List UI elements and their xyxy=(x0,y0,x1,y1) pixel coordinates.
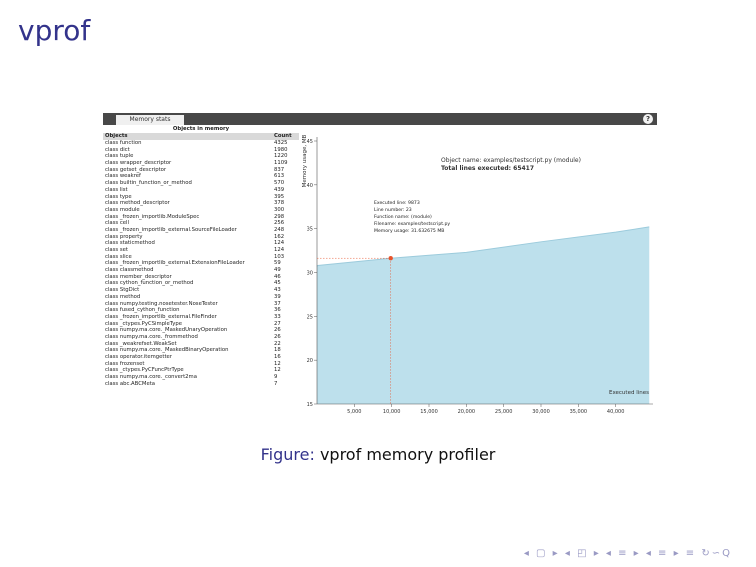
point-tooltip xyxy=(374,200,450,234)
x-tick-label: 5,000 xyxy=(347,409,362,415)
info-object-name: Object name: examples/testscript.py (module) xyxy=(441,157,581,164)
table-row xyxy=(103,334,299,341)
caption-label: Figure: xyxy=(260,445,315,464)
object-class-name: class member_descriptor xyxy=(105,273,172,280)
table-row xyxy=(103,314,299,321)
object-count: 45 xyxy=(274,280,281,287)
object-count: 256 xyxy=(274,220,285,227)
object-count: 570 xyxy=(274,180,285,187)
object-class-name: class fused_cython_function xyxy=(105,307,180,314)
tooltip-memory-usage: Memory usage: 31.632675 MB xyxy=(374,229,445,234)
object-count: 124 xyxy=(274,240,285,247)
objects-table xyxy=(103,125,299,418)
x-tick-label: 25,000 xyxy=(494,409,513,415)
x-tick-label: 35,000 xyxy=(569,409,588,415)
object-count: 33 xyxy=(274,313,281,320)
table-row xyxy=(103,294,299,301)
object-count: 46 xyxy=(274,273,281,280)
table-row xyxy=(103,147,299,154)
object-class-name: class numpy.ma.core._convert2ma xyxy=(105,374,197,381)
object-class-name: class getset_descriptor xyxy=(105,166,167,173)
object-count: 378 xyxy=(274,200,285,207)
table-row xyxy=(103,367,299,374)
object-class-name: class weakref xyxy=(105,173,141,180)
object-class-name: class module xyxy=(105,206,140,213)
object-class-name: class cell xyxy=(105,220,129,227)
object-class-name: class classmethod xyxy=(105,267,154,274)
object-class-name: class abc.ABCMeta xyxy=(105,380,156,387)
tooltip-line-number: Line number: 23 xyxy=(374,208,412,213)
object-class-name: class list xyxy=(105,186,128,193)
object-count: 7 xyxy=(274,380,278,387)
table-row xyxy=(103,167,299,174)
table-row xyxy=(103,354,299,361)
object-count: 613 xyxy=(274,173,285,180)
tooltip-function-name: Function name: (module) xyxy=(374,215,432,220)
y-tick-label: 35 xyxy=(306,226,313,233)
table-header xyxy=(103,133,299,140)
object-class-name: class StgDict xyxy=(105,287,140,294)
object-class-name: class numpy.testing.nosetester.NoseTester xyxy=(105,300,218,307)
object-class-name: class property xyxy=(105,233,143,240)
table-row xyxy=(103,140,299,147)
x-tick-label: 40,000 xyxy=(606,409,625,415)
object-count: 36 xyxy=(274,307,281,314)
object-class-name: class _ctypes.PyCFuncPtrType xyxy=(105,367,184,374)
object-count: 439 xyxy=(274,186,285,193)
caption-text: vprof memory profiler xyxy=(319,445,496,464)
object-class-name: class method xyxy=(105,293,141,300)
object-count: 12 xyxy=(274,360,281,367)
y-tick-label: 25 xyxy=(306,314,313,321)
x-tick-label: 10,000 xyxy=(382,409,401,415)
object-count: 22 xyxy=(274,340,281,347)
object-count: 1980 xyxy=(274,146,288,153)
object-count: 248 xyxy=(274,226,285,233)
table-row xyxy=(103,180,299,187)
object-count: 12 xyxy=(274,367,281,374)
object-count: 26 xyxy=(274,333,281,340)
y-axis-label: Memory usage, MB xyxy=(302,134,308,188)
help-icon[interactable]: ? xyxy=(643,114,653,124)
object-class-name: class _frozen_importlib_external.FileFinder xyxy=(105,313,217,320)
object-class-name: class wrapper_descriptor xyxy=(105,160,172,167)
beamer-navigation-icons[interactable]: ◂ ▢ ▸ ◂ ◰ ▸ ◂ ≡ ▸ ◂ ≡ ▸ ≡ ↻∽Q xyxy=(523,548,732,559)
memory-chart-svg xyxy=(299,125,657,418)
x-tick-label: 30,000 xyxy=(532,409,550,415)
object-class-name: class tuple xyxy=(105,153,134,160)
tooltip-filename: Filename: examples/testscript.py xyxy=(374,222,451,227)
table-row xyxy=(103,214,299,221)
object-count: 124 xyxy=(274,247,285,253)
object-class-name: class frozenset xyxy=(105,360,145,367)
highlight-point-marker xyxy=(389,256,393,260)
table-row xyxy=(103,374,299,381)
object-count: 59 xyxy=(274,260,281,267)
tooltip-executed-line: Executed line: 9873 xyxy=(374,201,420,206)
tab-memory-stats[interactable]: Memory stats xyxy=(116,115,184,125)
table-row xyxy=(103,361,299,368)
table-row xyxy=(103,153,299,160)
header-objects[interactable]: Objects xyxy=(105,133,128,139)
object-count: 1109 xyxy=(274,160,288,167)
table-row xyxy=(103,247,299,254)
table-row xyxy=(103,240,299,247)
table-row xyxy=(103,260,299,267)
object-count: 16 xyxy=(274,354,281,360)
table-row xyxy=(103,287,299,294)
object-class-name: class _frozen_importlib_external.SourceFileLoader xyxy=(105,226,237,233)
table-row xyxy=(103,194,299,201)
table-row xyxy=(103,301,299,308)
table-row xyxy=(103,267,299,274)
object-class-name: class method_descriptor xyxy=(105,200,170,207)
object-class-name: class _frozen_importlib.ModuleSpec xyxy=(105,213,200,220)
object-count: 1220 xyxy=(274,153,288,160)
object-class-name: class numpy.ma.core._frommethod xyxy=(105,333,198,340)
object-count: 4325 xyxy=(274,140,288,146)
x-tick-label: 20,000 xyxy=(457,409,476,415)
table-row xyxy=(103,207,299,214)
table-body xyxy=(103,140,299,387)
table-row xyxy=(103,227,299,234)
object-class-name: class _weakrefset.WeakSet xyxy=(105,340,177,347)
object-count: 837 xyxy=(274,166,285,173)
x-tick-label: 15,000 xyxy=(420,409,438,415)
table-row xyxy=(103,173,299,180)
object-count: 9 xyxy=(274,374,278,381)
object-count: 37 xyxy=(274,300,281,307)
tab-bar xyxy=(103,113,657,125)
object-class-name: class slice xyxy=(105,253,132,260)
object-class-name: class cython_function_or_method xyxy=(105,280,194,287)
object-class-name: class function xyxy=(105,140,142,146)
object-count: 395 xyxy=(274,193,285,200)
object-class-name: class builtin_function_or_method xyxy=(105,180,192,187)
object-class-name: class type xyxy=(105,193,132,200)
object-class-name: class operator.itemgetter xyxy=(105,354,172,360)
object-class-name: class dict xyxy=(105,146,130,153)
object-count: 162 xyxy=(274,233,285,240)
object-class-name: class set xyxy=(105,247,128,253)
object-count: 49 xyxy=(274,267,281,274)
object-count: 18 xyxy=(274,347,281,354)
object-class-name: class staticmethod xyxy=(105,240,155,247)
y-tick-label: 20 xyxy=(306,358,313,365)
object-count: 298 xyxy=(274,213,285,220)
table-row xyxy=(103,321,299,328)
object-class-name: class numpy.ma.core._MaskedUnaryOperation xyxy=(105,327,228,334)
object-class-name: class numpy.ma.core._MaskedBinaryOperation xyxy=(105,347,229,354)
vprof-window xyxy=(103,113,657,418)
y-tick-label: 40 xyxy=(306,182,313,189)
object-count: 300 xyxy=(274,206,285,213)
table-row xyxy=(103,307,299,314)
header-count[interactable]: Count xyxy=(274,133,292,139)
table-row xyxy=(103,187,299,194)
table-row xyxy=(103,381,299,388)
table-row xyxy=(103,220,299,227)
x-axis-label: Executed lines xyxy=(608,390,649,396)
object-count: 26 xyxy=(274,327,281,334)
table-row xyxy=(103,234,299,241)
info-box xyxy=(441,157,581,172)
memory-area xyxy=(317,227,649,404)
object-count: 43 xyxy=(274,287,281,294)
table-row xyxy=(103,200,299,207)
object-count: 103 xyxy=(274,253,285,260)
object-count: 27 xyxy=(274,320,281,327)
slide-title: vprof xyxy=(18,14,91,47)
object-class-name: class _frozen_importlib_external.ExtensionFileLoader xyxy=(105,260,245,267)
y-tick-label: 15 xyxy=(306,402,313,408)
memory-chart xyxy=(299,125,657,418)
table-row xyxy=(103,274,299,281)
y-tick-label: 30 xyxy=(306,270,313,277)
table-row xyxy=(103,254,299,261)
table-row xyxy=(103,160,299,167)
table-caption: Objects in memory xyxy=(172,126,230,132)
y-tick-label: 45 xyxy=(306,139,313,145)
figure-caption xyxy=(0,445,756,464)
object-count: 39 xyxy=(274,293,281,300)
table-row xyxy=(103,280,299,287)
info-total-lines: Total lines executed: 65417 xyxy=(441,165,535,172)
table-row xyxy=(103,341,299,348)
table-row xyxy=(103,327,299,334)
object-class-name: class _ctypes.PyCSimpleType xyxy=(105,320,182,327)
table-row xyxy=(103,347,299,354)
